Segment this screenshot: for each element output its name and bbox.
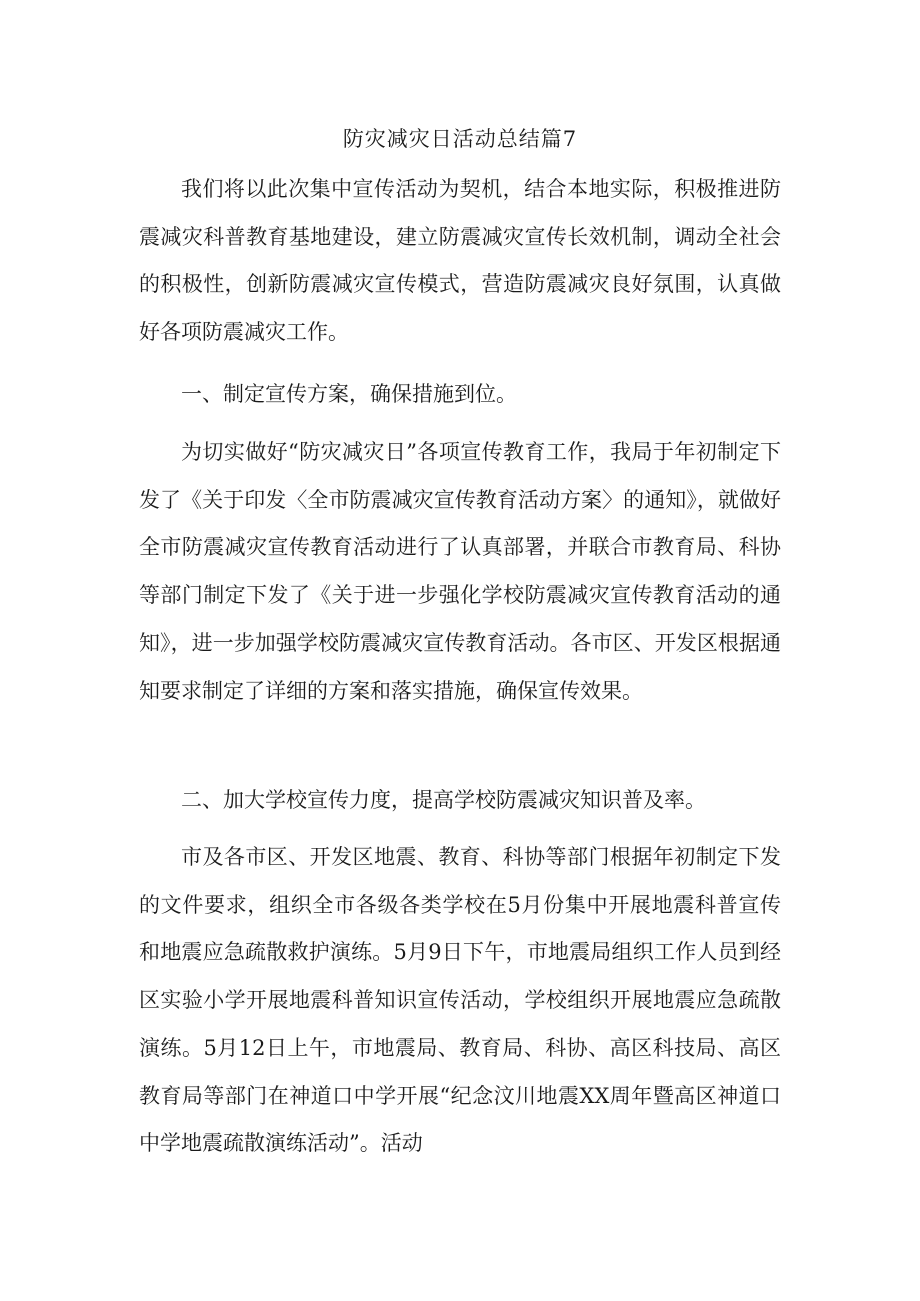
section-heading-1: 一、制定宣传方案，确保措施到位。 (181, 382, 517, 406)
paragraph-intro: 我们将以此次集中宣传活动为契机，结合本地实际，积极推进防震减灾科普教育基地建设，建立防震减灾宣传长效机制，调动全社会的积极性，创新防震减灾宣传模式，营造防震减灾良好氛围，认真做好各项防震减灾工作。 (139, 177, 781, 345)
paragraph-section-2: 市及各市区、开发区地震、教育、科协等部门根据年初制定下发的文件要求，组织全市各级各类学校在5月份集中开展地震科普宣传和地震应急疏散救护演练。5月9日下午，市地震局组织工作人员到经区实验小学开展地震科普知识宣传活动，学校组织开展地震应急疏散演练。5月12日上午，市地震局、教育局、科协、高区科技局、高区教育局等部门在神道口中学开展“纪念汶川地震XX周年暨高区神道口中学地震疏散演练活动”。活动 (139, 845, 781, 1156)
paragraph-section-1: 为切实做好“防灾减灾日”各项宣传教育工作，我局于年初制定下发了《关于印发〈全市防震减灾宣传教育活动方案〉的通知》，就做好全市防震减灾宣传教育活动进行了认真部署，并联合市教育局、科协等部门制定下发了《关于进一步强化学校防震减灾宣传教育活动的通知》，进一步加强学校防震减灾宣传教育活动。各市区、开发区根据通知要求制定了详细的方案和落实措施，确保宣传效果。 (139, 440, 781, 703)
document-title: 防灾减灾日活动总结篇7 (342, 127, 578, 151)
section-heading-2: 二、加大学校宣传力度，提高学校防震减灾知识普及率。 (181, 788, 706, 812)
